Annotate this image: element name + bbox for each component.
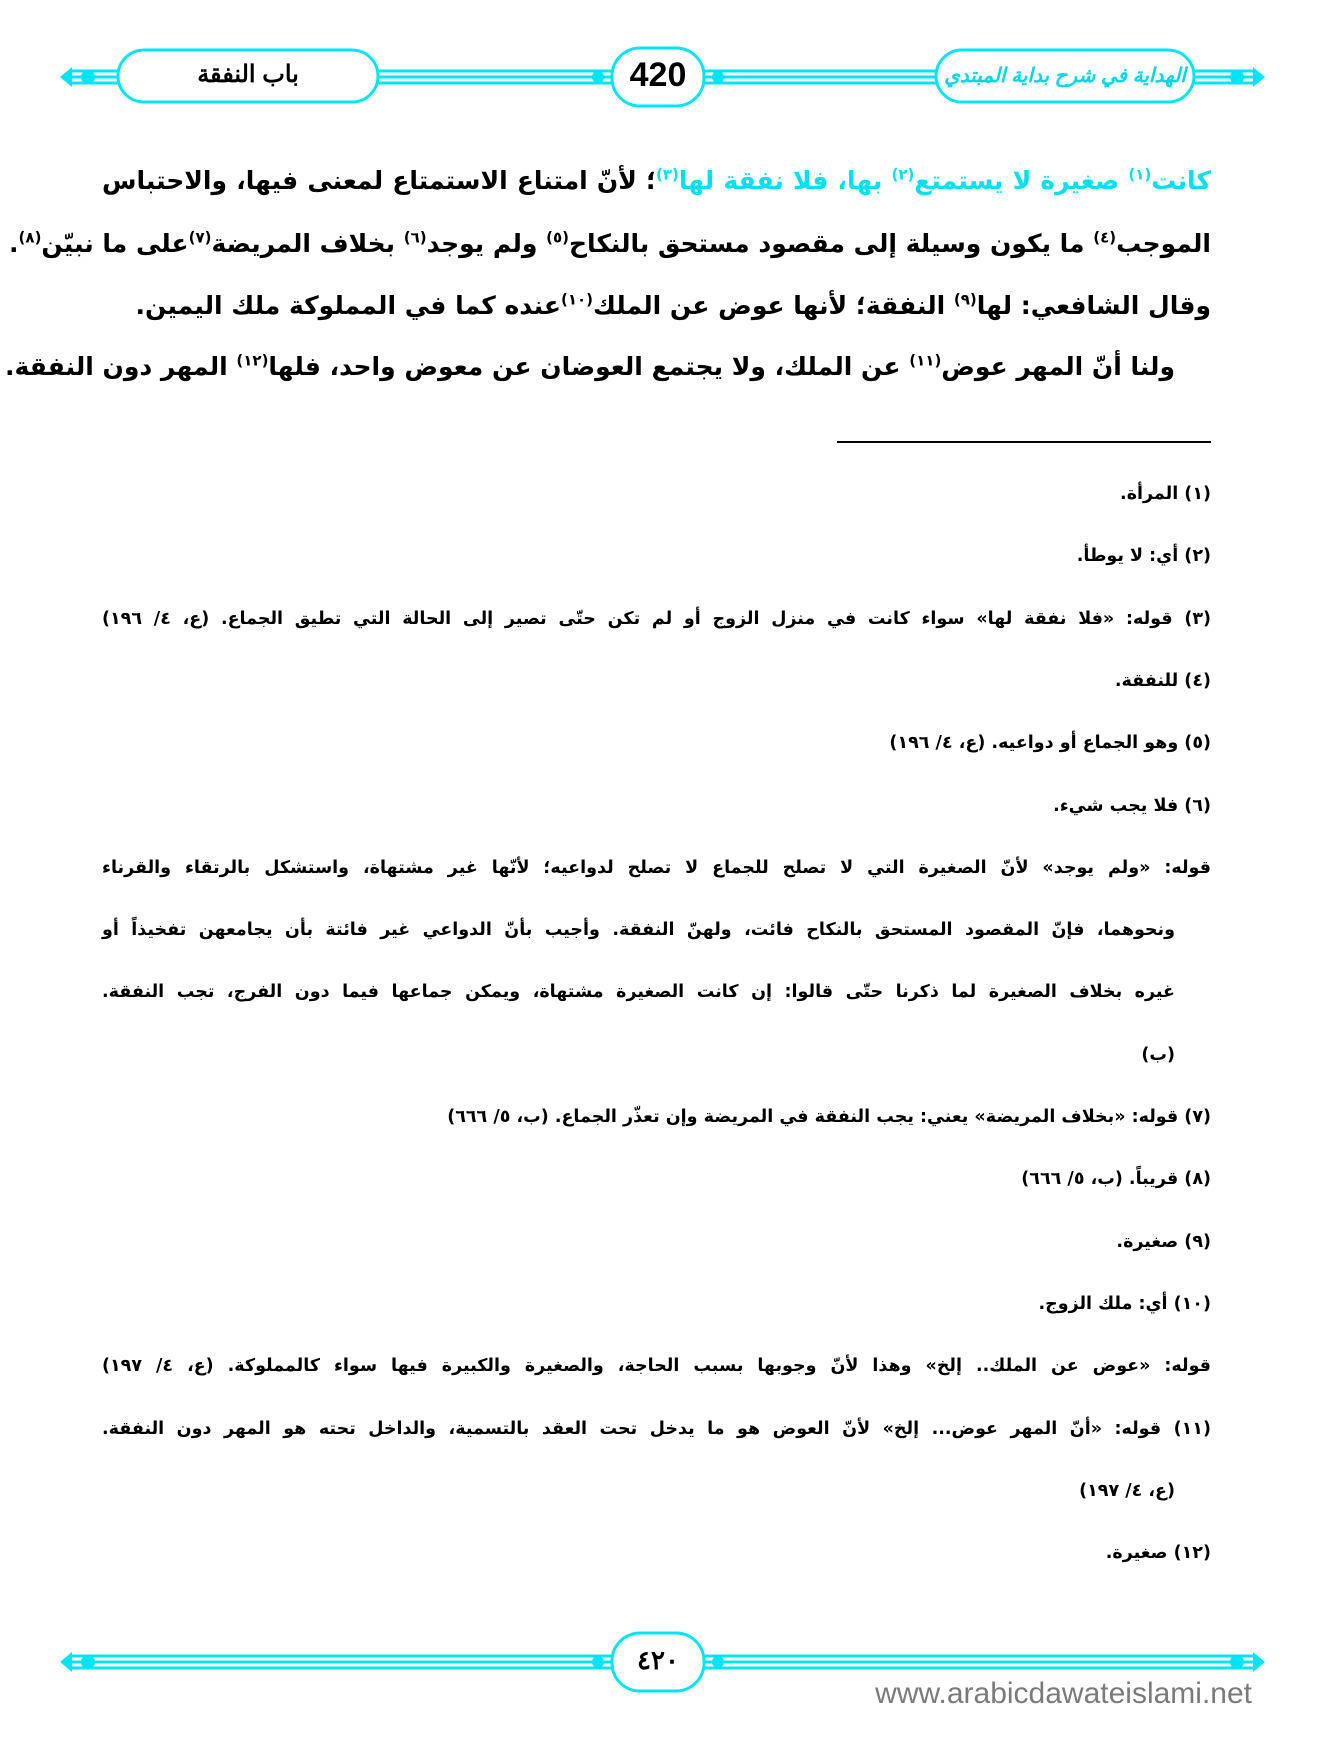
text-segment: وقال الشافعي: لها: [976, 291, 1211, 320]
footnote-marker: (١): [1128, 165, 1152, 184]
footnote-marker: (٥): [546, 228, 569, 247]
text-segment: قوله: «ولم يوجد» لأنّ الصغيرة التي لا تصلح للجماع لا تصلح لدواعيه؛ لأنّها غير مشتهاة، واستشكل بالرتقاء والقرناء: [102, 857, 1211, 878]
watermark: www.arabicdawateislami.net: [875, 1677, 1252, 1710]
text-segment: ؛ لأنّ امتناع الاستمتاع لمعنى فيها، والاحتباس: [102, 166, 657, 195]
footnote-line: [102, 920, 1175, 940]
text-segment: ولنا أنّ المهر عوض: [941, 352, 1175, 381]
footnote-marker: (٣): [656, 165, 679, 184]
footnote-line: [889, 733, 1211, 753]
main-line: [5, 352, 1175, 381]
text-segment: بها، فلا نفقة لها: [678, 166, 892, 195]
footer-page-number: ٤٢٠: [637, 1645, 679, 1675]
footnote-marker: (٧): [188, 228, 212, 247]
text-segment: (ع، ٤/ ١٩٧): [1079, 1480, 1175, 1501]
text-segment: (١١) قوله: «أنّ المهر عوض... إلخ» لأنّ العوض هو ما يدخل تحت العقد بالتسمية، والداخل تحته هو المهر دون النفقة.: [102, 1418, 1211, 1439]
text-segment: عن الملك، ولا يجتمع العوضان عن معوض واحد، فلها: [268, 352, 910, 381]
text-segment: (٩) صغيرة.: [1116, 1231, 1211, 1252]
footnote-marker: (١٠): [560, 290, 593, 309]
footnote-line: [1116, 1232, 1211, 1252]
text-segment: (٤) للنفقة.: [1114, 670, 1211, 691]
footnote-marker: (٢): [891, 165, 915, 184]
footnote-line: [1079, 1481, 1175, 1501]
text-segment: الموجب: [1116, 229, 1211, 258]
text-segment: (٣) قوله: «فلا نفقة لها» سواء كانت في منزل الزوج أو لم تكن حتّى تصير إلى الحالة التي تطيق الجماع. (ع، ٤/ ١٩٦): [102, 608, 1212, 629]
chapter-title: باب النفقة: [197, 61, 299, 88]
page-number: 420: [629, 56, 687, 94]
text-segment: (١٠) أي: ملك الزوج.: [1038, 1293, 1211, 1314]
footnote-marker: (١١): [909, 351, 942, 370]
text-segment: النفقة؛ لأنها عوض عن الملك: [593, 291, 954, 320]
footnote-marker: (٤): [1093, 228, 1117, 247]
footnote-line: [102, 982, 1175, 1002]
text-segment: (٨) قريباً. (ب، ٥/ ٦٦٦): [1021, 1169, 1211, 1190]
main-line: [135, 291, 1211, 320]
footnote-line: [102, 609, 1211, 629]
main-line: [102, 166, 1211, 195]
footnote-marker: (١٢): [236, 351, 269, 370]
footnote-line: [1053, 796, 1211, 816]
text-segment: عنده كما في المملوكة ملك اليمين.: [135, 291, 561, 320]
footnote-line: [1077, 546, 1211, 566]
footnote-line: [1115, 671, 1211, 691]
text-segment: ما يكون وسيلة إلى مقصود مستحق بالنكاح: [568, 229, 1094, 258]
text-segment: (ب): [1141, 1044, 1175, 1065]
footnote-line: [447, 1107, 1211, 1127]
text-segment: (٥) وهو الجماع أو دواعيه. (ع، ٤/ ١٩٦): [889, 733, 1211, 754]
footnote-line: [102, 1419, 1211, 1439]
footnote-marker: (٦): [403, 228, 427, 247]
text-segment: كانت: [1151, 166, 1211, 195]
text-segment: .: [9, 229, 19, 258]
text-segment: المهر دون النفقة.: [4, 352, 237, 381]
text-segment: ونحوهما، فإنّ المقصود المستحق بالنكاح فائت، ولهنّ النفقة. وأجيب بأنّ الدواعي غير فائتة بأن يجامعهن تفخيذاً أو: [102, 920, 1175, 941]
footnote-line: [102, 1356, 1211, 1376]
text-segment: (٢) أي: لا يوطأ.: [1076, 546, 1211, 567]
text-segment: على ما نبيّن: [41, 229, 189, 258]
text-segment: صغيرة لا يستمتع: [914, 166, 1129, 195]
text-segment: غيره بخلاف الصغيرة لما ذكرنا حتّى قالوا: إن كانت الصغيرة مشتهاة، ويمكن جماعها فيما دون الفرج، تجب النفقة.: [102, 982, 1175, 1003]
main-line: [9, 229, 1211, 258]
text-segment: (٧) قوله: «بخلاف المريضة» يعني: يجب النفقة في المريضة وإن تعذّر الجماع. (ب، ٥/ ٦٦٦): [447, 1107, 1211, 1127]
footnote-line: [1141, 1045, 1175, 1065]
footnote-line: [102, 858, 1211, 878]
text-segment: بخلاف المريضة: [211, 229, 404, 258]
footnote-marker: (٩): [953, 290, 977, 309]
book-title-logo: الهداية في شرح بداية المبتدي: [944, 65, 1186, 87]
footnote-line: [1120, 484, 1211, 504]
footnote-line: [1106, 1543, 1211, 1563]
footnote-line: [1021, 1169, 1211, 1189]
footnote-line: [1038, 1294, 1211, 1314]
text-segment: قوله: «عوض عن الملك.. إلخ» وهذا لأنّ وجوبها بسبب الحاجة، والصغيرة والكبيرة فيها سواء كالمملوكة. (ع، ٤/ ١٩٧): [102, 1356, 1212, 1377]
footnote-divider: [837, 441, 1211, 443]
footnote-marker: (٨): [18, 228, 42, 247]
text-segment: (٦) فلا يجب شيء.: [1053, 795, 1211, 816]
text-segment: (١) المرأة.: [1120, 484, 1211, 504]
text-segment: (١٢) صغيرة.: [1105, 1543, 1211, 1564]
text-segment: ولم يوجد: [426, 229, 547, 258]
